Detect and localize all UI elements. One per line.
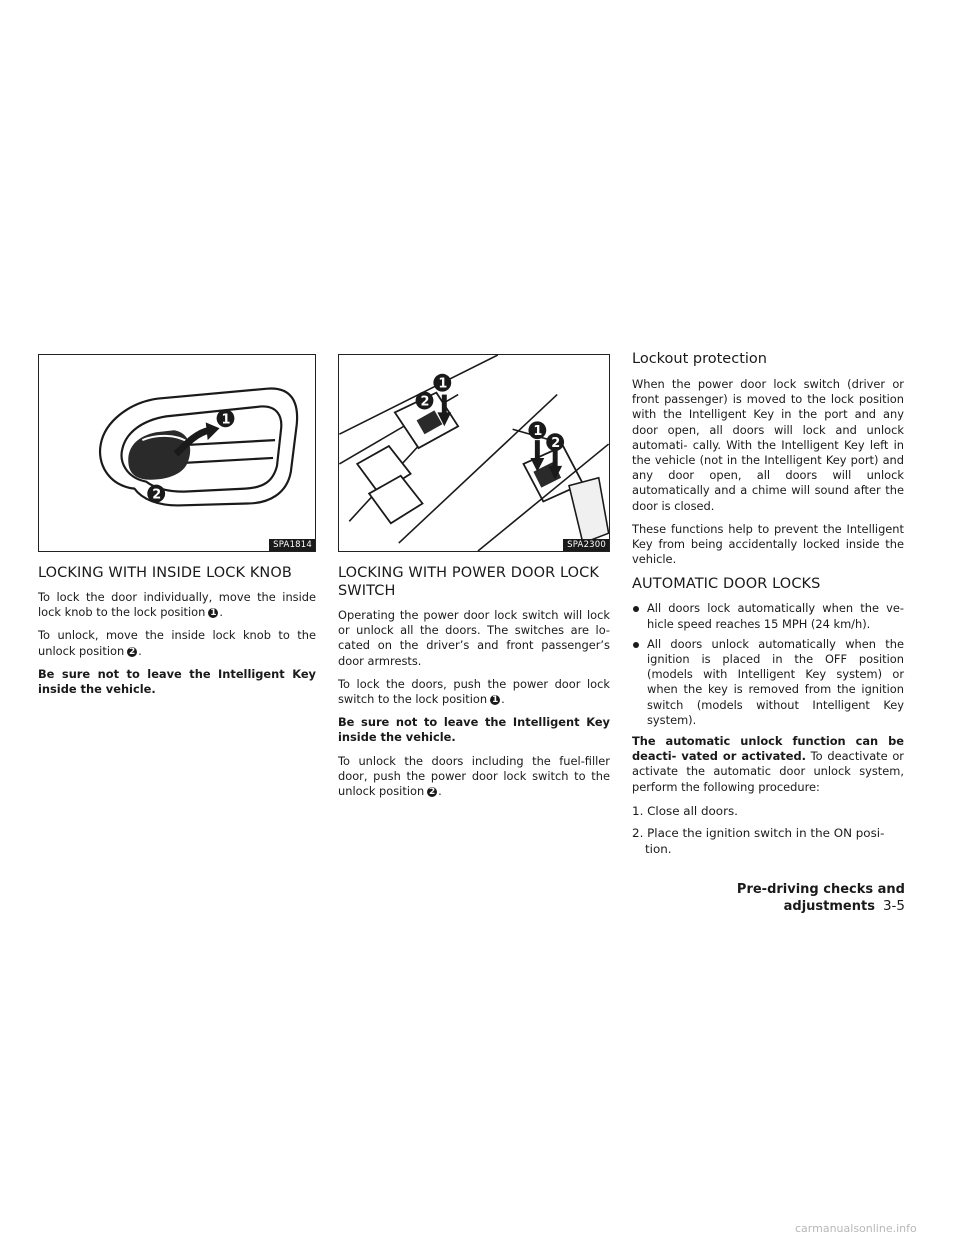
- heading-lockout-protection: Lockout protection: [632, 351, 767, 367]
- procedure-paragraph: The automatic unlock function can be deacti- vated or activated. To deactivate or activate the automatic door unlock system, perform the following procedure:: [632, 734, 904, 794]
- procedure-steps: [632, 803, 904, 857]
- heading-power-door-lock: LOCKING WITH POWER DOOR LOCK SWITCH: [338, 565, 599, 599]
- step-item: 1. Close all doors.: [632, 803, 738, 818]
- unlock-paragraph: To unlock the doors including the fuel-filler door, push the power door lock switch to the unlock position 2 .: [338, 753, 610, 799]
- page-number: 3-5: [882, 898, 905, 914]
- step-item: 2. Place the ignition switch in the ON posi- tion.: [632, 825, 885, 856]
- callout-1-text-b: 1: [533, 424, 543, 440]
- list-item: All doors unlock automatically when the ignition is placed in the OFF position (models with Intelligent Key system) or when the key is removed from the ignition switch (models without Intelligent Key system).: [632, 637, 904, 728]
- column-middle: [338, 354, 610, 807]
- callout-2-text-b: 2: [551, 436, 561, 452]
- figure-label: SPA2300: [563, 539, 609, 551]
- figure-label: SPA1814: [269, 539, 315, 551]
- warning-text: Be sure not to leave the Intelligent Key inside the vehicle.: [338, 715, 610, 745]
- callout-1-text: 1: [221, 412, 231, 428]
- callout-1-text: 1: [438, 376, 448, 392]
- inside-lock-knob-illustration: [39, 355, 315, 551]
- callout-1-icon: 1: [491, 695, 499, 706]
- bullet-list: [632, 601, 904, 728]
- power-door-lock-illustration: [339, 355, 609, 551]
- lockout-paragraph: When the power door lock switch (driver or front passenger) is moved to the lock position with the Intelligent Key in the port and any door open, all doors will lock and unlock automati- cally. With the Intelligent Key left in the vehicle (not in the Intelligent Key port) and any door open, all doors will unlock automatically and a chime will sound after the door is closed.: [632, 377, 904, 513]
- callout-2-icon: 2: [429, 787, 436, 798]
- callout-2-text: 2: [152, 487, 162, 503]
- heading-inside-lock-knob: LOCKING WITH INSIDE LOCK KNOB: [38, 565, 292, 581]
- prevent-paragraph: These functions help to prevent the Intelligent Key from being accidentally locked inside the vehicle.: [632, 521, 904, 567]
- intro-paragraph: Operating the power door lock switch will lock or unlock all the doors. The switches are lo- cated on the driver’s and front passenger’s door armrests.: [338, 608, 610, 668]
- watermark-text: carmanualsonline.info: [795, 1222, 917, 1235]
- page-footer: [690, 882, 905, 915]
- callout-2-text: 2: [420, 394, 430, 410]
- warning-text: Be sure not to leave the Intelligent Key inside the vehicle.: [38, 666, 316, 697]
- figure-power-door-lock: [338, 354, 610, 552]
- unlock-paragraph: To unlock, move the inside lock knob to the unlock position 2 .: [38, 628, 316, 658]
- lock-paragraph: To lock the doors, push the power door lock switch to the lock position 1 .: [338, 676, 610, 707]
- figure-inside-lock-knob: [38, 354, 316, 552]
- section-title: Pre-driving checks and adjustments: [736, 882, 905, 914]
- heading-automatic-door-locks: AUTOMATIC DOOR LOCKS: [632, 576, 821, 593]
- lock-paragraph: To lock the door individually, move the inside lock knob to the lock position 1 .: [38, 590, 316, 620]
- callout-1-icon: 1: [210, 608, 217, 619]
- column-right: [632, 350, 904, 863]
- column-left: [38, 354, 316, 705]
- list-item: All doors lock automatically when the ve- hicle speed reaches 15 MPH (24 km/h).: [632, 601, 904, 631]
- callout-2-icon: 2: [129, 646, 136, 657]
